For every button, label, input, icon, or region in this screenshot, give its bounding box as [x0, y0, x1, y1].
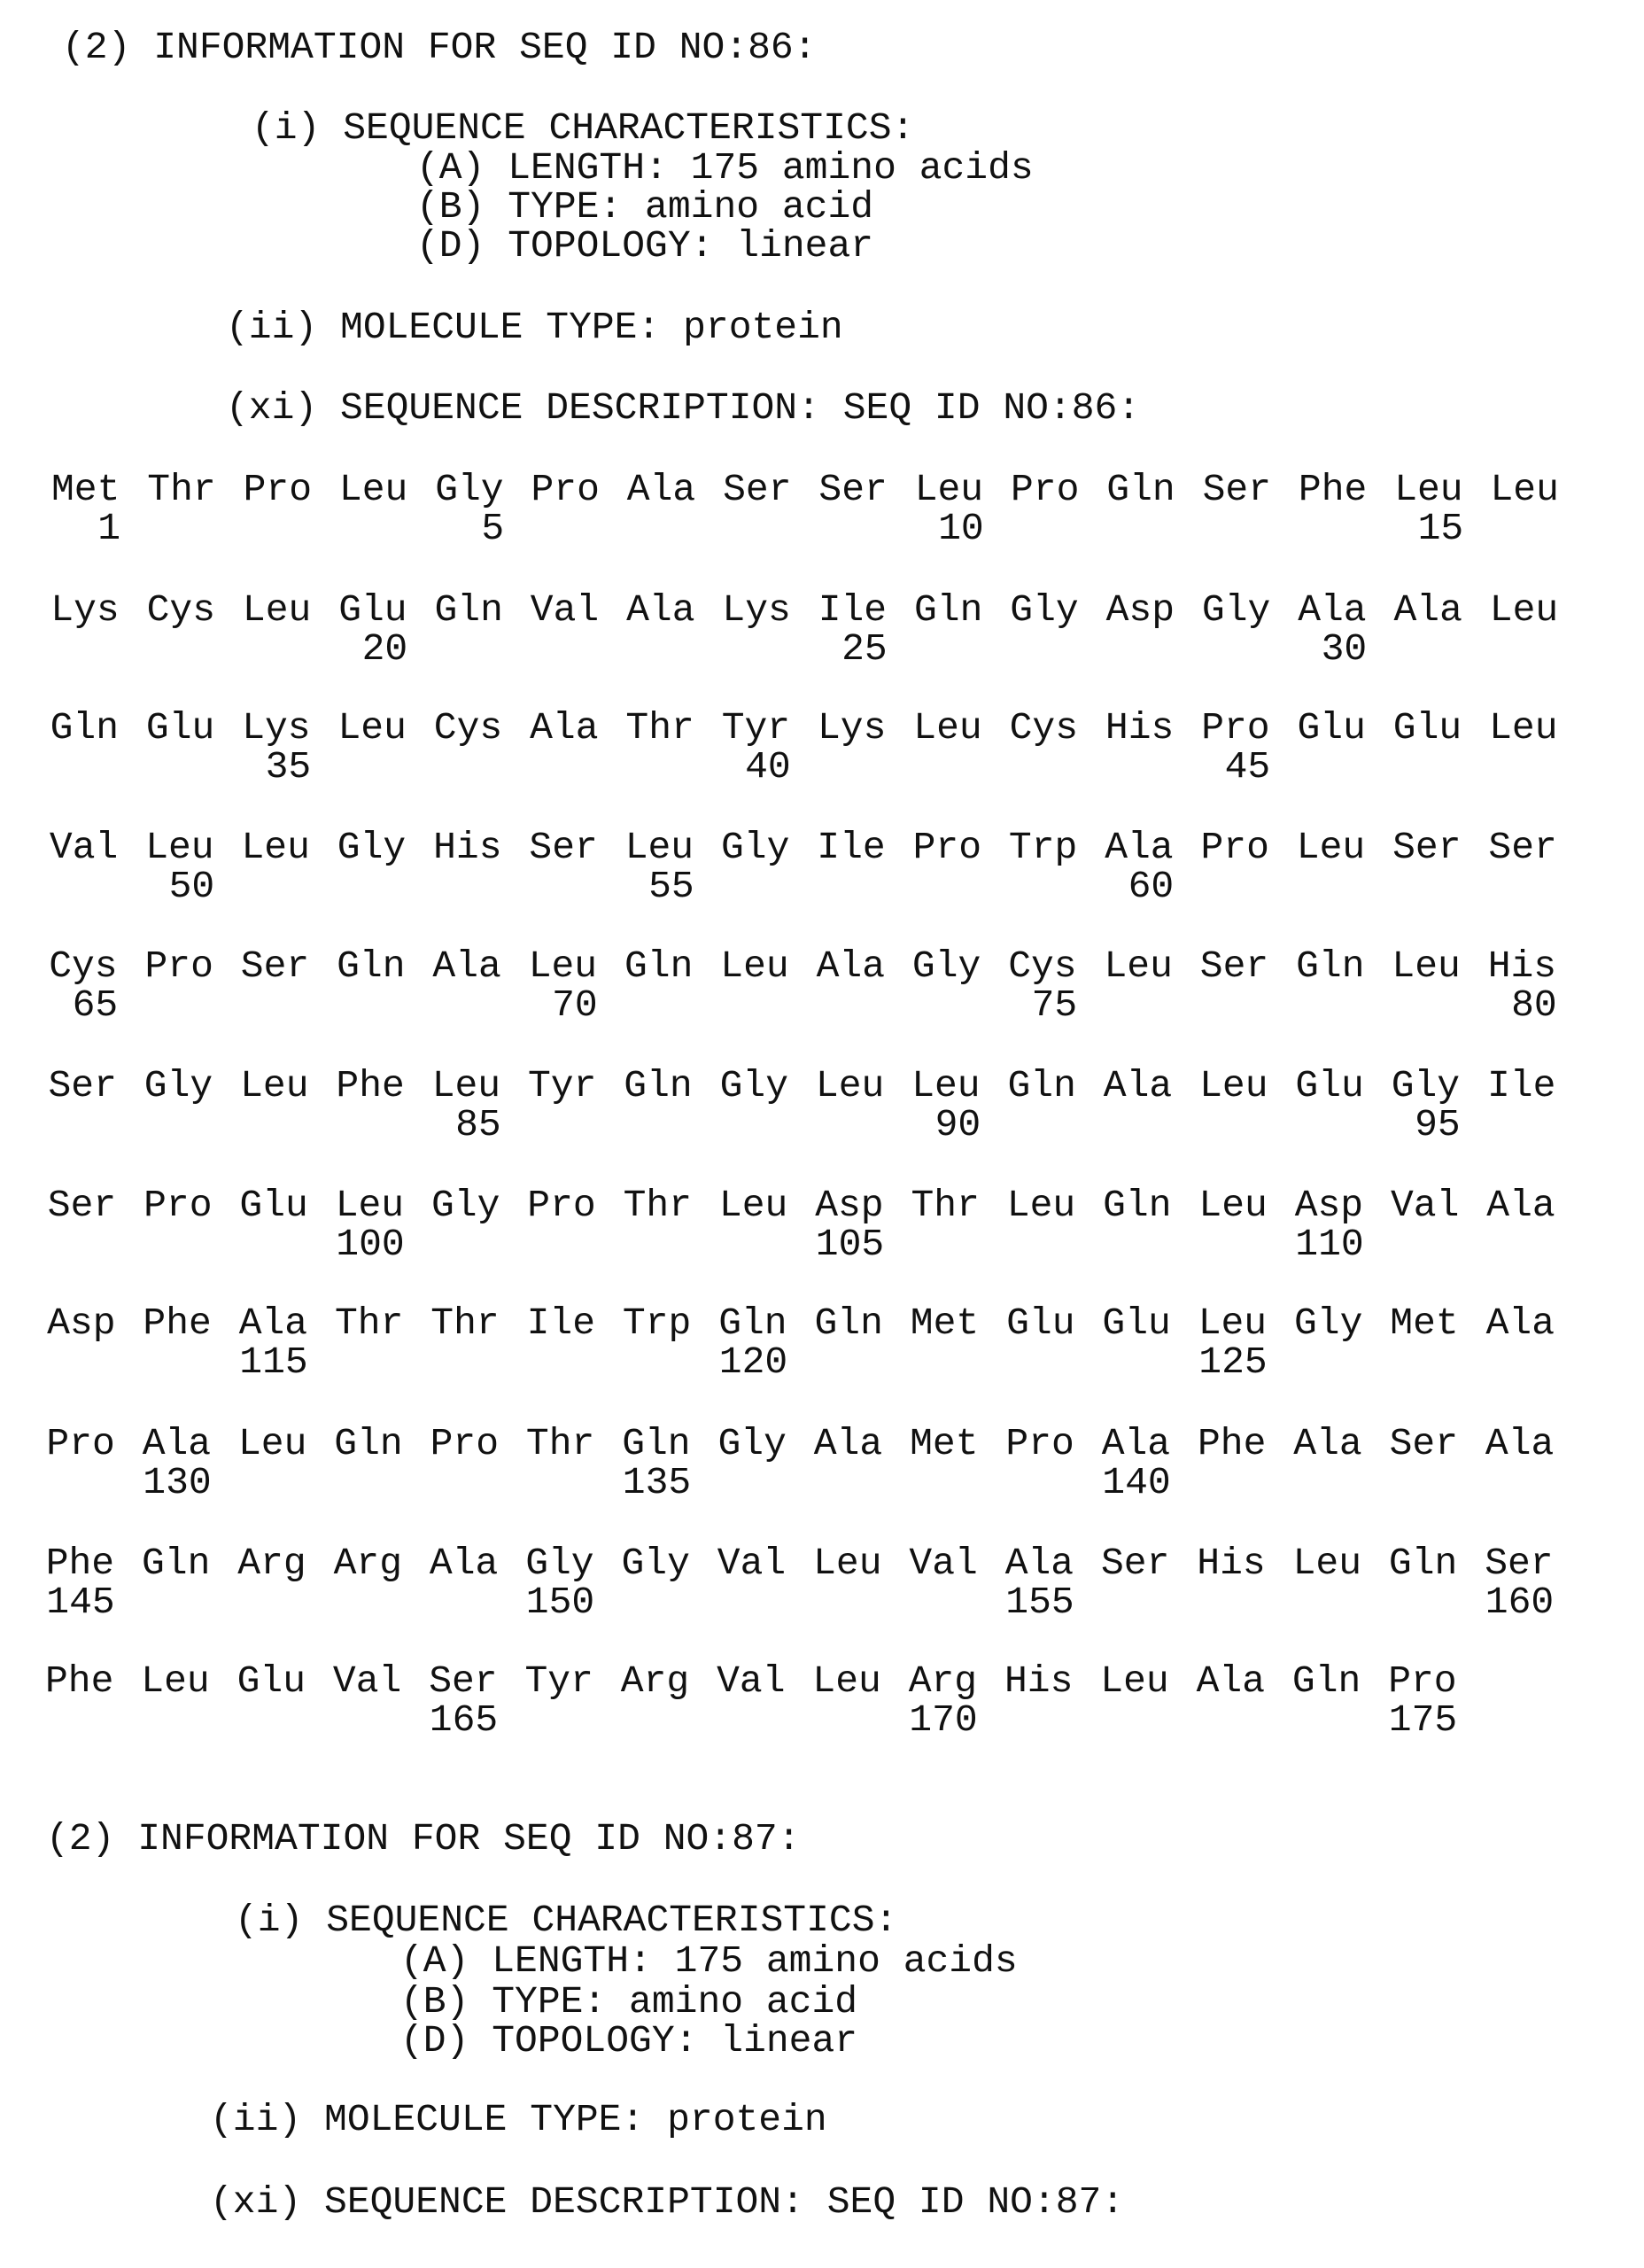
residue: Phe	[45, 1662, 116, 1701]
residue: Leu	[1198, 1304, 1269, 1343]
residue: Ala	[1005, 1544, 1076, 1583]
residue: Asp	[1295, 1186, 1366, 1225]
residue: Arg	[334, 1544, 405, 1583]
residue: Glu	[338, 591, 409, 630]
residue-position-number: 90	[910, 1106, 981, 1145]
residue: Glu	[1298, 709, 1369, 748]
residue-position-number: 25	[817, 630, 888, 669]
seq87-description: (xi) SEQUENCE DESCRIPTION: SEQ ID NO:87:	[210, 2183, 1124, 2222]
residue: Ser	[1200, 947, 1271, 986]
residue: Ile	[817, 828, 888, 867]
residue-position-number: 125	[1197, 1343, 1268, 1382]
seq86-title: (2) INFORMATION FOR SEQ ID NO:86:	[62, 28, 817, 67]
residue: Leu	[719, 1186, 790, 1225]
residue: Ser	[1390, 1425, 1461, 1464]
residue: Lys	[50, 591, 121, 630]
seq86-length: (A) LENGTH: 175 amino acids	[416, 149, 1034, 188]
residue: Gly	[431, 1186, 502, 1225]
residue: Gly	[525, 1544, 596, 1583]
residue: Leu	[625, 828, 696, 867]
residue: Ala	[530, 709, 601, 748]
residue: Glu	[1006, 1304, 1077, 1343]
residue: Ala	[1102, 1425, 1173, 1464]
residue: Met	[1390, 1304, 1461, 1343]
residue-position-number: 130	[141, 1464, 212, 1503]
residue-position-number: 105	[813, 1225, 884, 1264]
residue: Lys	[818, 709, 888, 748]
residue-position-number: 150	[523, 1583, 594, 1622]
residue: Val	[531, 591, 601, 630]
residue: Lys	[722, 591, 793, 630]
residue: Ala	[817, 947, 888, 986]
residue: Cys	[1010, 709, 1081, 748]
residue-position-number: 140	[1100, 1464, 1171, 1503]
residue: Glu	[146, 709, 217, 748]
residue: Cys	[1008, 947, 1079, 986]
residue: Val	[717, 1544, 788, 1583]
residue: Leu	[1105, 947, 1175, 986]
residue: Ser	[49, 1067, 120, 1106]
residue: Ala	[1485, 1425, 1556, 1464]
residue-position-number: 40	[720, 748, 791, 787]
residue-position-number: 95	[1390, 1106, 1461, 1145]
seq87-type: (B) TYPE: amino acid	[400, 1983, 857, 2022]
residue: Leu	[913, 709, 984, 748]
residue: Asp	[47, 1304, 118, 1343]
residue-position-number: 155	[1004, 1583, 1074, 1622]
seq87-molecule-type: (ii) MOLECULE TYPE: protein	[210, 2101, 827, 2140]
residue: Glu	[1393, 709, 1464, 748]
residue: Glu	[237, 1662, 308, 1701]
residue: Trp	[623, 1304, 694, 1343]
residue: Gln	[815, 1304, 886, 1343]
residue: Phe	[1299, 470, 1369, 509]
residue: Arg	[237, 1544, 308, 1583]
residue: Val	[717, 1662, 787, 1701]
residue: Ile	[818, 591, 889, 630]
residue: Leu	[1491, 470, 1562, 509]
residue-position-number: 175	[1386, 1701, 1457, 1740]
residue-position-number: 35	[240, 748, 311, 787]
residue: Gly	[435, 470, 506, 509]
residue: Leu	[812, 1662, 883, 1701]
patent-sequence-page	[0, 0, 1644, 2268]
residue: Ala	[814, 1425, 885, 1464]
residue-position-number: 85	[430, 1106, 501, 1145]
residue: Ala	[1104, 1067, 1175, 1106]
residue: Leu	[1297, 828, 1368, 867]
residue-position-number: 50	[143, 867, 214, 906]
residue: Leu	[1007, 1186, 1078, 1225]
residue: Ser	[1485, 1544, 1555, 1583]
residue: Ala	[430, 1544, 500, 1583]
residue: Pro	[527, 1186, 598, 1225]
residue-position-number: 10	[913, 509, 984, 548]
seq86-molecule-type: (ii) MOLECULE TYPE: protein	[226, 308, 843, 347]
residue-position-number: 70	[527, 986, 598, 1025]
seq87-characteristics-heading: (i) SEQUENCE CHARACTERISTICS:	[235, 1901, 897, 1940]
residue: Glu	[1295, 1067, 1366, 1106]
residue: Ala	[626, 591, 697, 630]
residue: Leu	[145, 828, 216, 867]
residue: Ile	[1487, 1067, 1558, 1106]
residue: Ala	[1486, 1304, 1557, 1343]
residue: Gln	[622, 1425, 693, 1464]
residue: Asp	[1106, 591, 1177, 630]
residue: Gln	[624, 947, 695, 986]
residue: Ser	[529, 828, 600, 867]
residue: Thr	[526, 1425, 597, 1464]
residue: Leu	[1293, 1544, 1364, 1583]
residue: Phe	[46, 1544, 117, 1583]
residue: Leu	[141, 1662, 212, 1701]
residue: Pro	[1201, 828, 1272, 867]
residue: Tyr	[525, 1662, 596, 1701]
residue: Met	[51, 470, 122, 509]
residue: Pro	[1011, 470, 1082, 509]
residue: Leu	[243, 591, 314, 630]
seq86-topology: (D) TOPOLOGY: linear	[416, 227, 873, 266]
residue: Ala	[627, 470, 698, 509]
residue: Leu	[1489, 709, 1560, 748]
residue: Gln	[142, 1544, 213, 1583]
residue-position-number: 15	[1392, 509, 1463, 548]
residue: Gln	[337, 947, 407, 986]
residue: Gly	[720, 1067, 791, 1106]
residue: Leu	[432, 1067, 503, 1106]
residue-position-number: 135	[620, 1464, 691, 1503]
residue-position-number: 65	[47, 986, 118, 1025]
residue: Thr	[335, 1304, 406, 1343]
residue: Ser	[241, 947, 312, 986]
residue-position-number: 55	[624, 867, 694, 906]
residue: Gly	[1392, 1067, 1462, 1106]
residue-position-number: 170	[907, 1701, 978, 1740]
residue: Val	[333, 1662, 404, 1701]
residue: Gly	[721, 828, 792, 867]
residue: Ala	[143, 1425, 213, 1464]
residue: Ser	[723, 470, 794, 509]
residue-position-number: 160	[1483, 1583, 1554, 1622]
seq86-characteristics-heading: (i) SEQUENCE CHARACTERISTICS:	[252, 109, 914, 148]
residue: Ala	[1293, 1425, 1364, 1464]
residue: Gln	[1389, 1544, 1460, 1583]
residue-position-number: 110	[1293, 1225, 1364, 1264]
residue: His	[1004, 1662, 1075, 1701]
residue: Leu	[813, 1544, 884, 1583]
residue: Phe	[143, 1304, 213, 1343]
residue: Ala	[239, 1304, 310, 1343]
residue: Gly	[337, 828, 408, 867]
residue: Gln	[914, 591, 985, 630]
residue: Asp	[815, 1186, 886, 1225]
residue: Leu	[1100, 1662, 1171, 1701]
residue: Leu	[339, 470, 410, 509]
residue: Pro	[913, 828, 984, 867]
residue: Gln	[1292, 1662, 1363, 1701]
residue: Ala	[1197, 1662, 1268, 1701]
residue: Thr	[625, 709, 696, 748]
residue: Glu	[1102, 1304, 1173, 1343]
residue: Gly	[718, 1425, 789, 1464]
residue-position-number: 60	[1103, 867, 1174, 906]
residue-position-number: 30	[1296, 630, 1367, 669]
residue-position-number: 20	[337, 630, 407, 669]
residue: Pro	[1388, 1662, 1459, 1701]
residue: Leu	[1394, 470, 1465, 509]
residue: Pro	[143, 1186, 214, 1225]
seq86-description: (xi) SEQUENCE DESCRIPTION: SEQ ID NO:86:	[226, 389, 1140, 428]
residue: Leu	[240, 1067, 311, 1106]
residue: Leu	[336, 1186, 407, 1225]
residue: Gly	[1294, 1304, 1365, 1343]
residue: Ala	[432, 947, 503, 986]
residue-position-number: 45	[1199, 748, 1270, 787]
residue: Thr	[430, 1304, 501, 1343]
residue: Met	[911, 1304, 981, 1343]
residue-position-number: 75	[1006, 986, 1077, 1025]
residue: Ser	[1203, 470, 1274, 509]
residue: Pro	[46, 1425, 117, 1464]
seq87-length: (A) LENGTH: 175 amino acids	[400, 1942, 1018, 1981]
residue: Gln	[50, 709, 121, 748]
residue-position-number: 120	[717, 1343, 787, 1382]
residue: Ser	[818, 470, 889, 509]
residue: Arg	[621, 1662, 692, 1701]
residue: Pro	[244, 470, 314, 509]
residue: Phe	[336, 1067, 407, 1106]
residue-position-number: 80	[1486, 986, 1557, 1025]
residue: Thr	[624, 1186, 694, 1225]
residue: Ser	[1392, 828, 1463, 867]
residue: His	[1105, 709, 1176, 748]
residue: Pro	[430, 1425, 501, 1464]
residue: Thr	[911, 1186, 982, 1225]
residue: Leu	[1392, 947, 1462, 986]
residue: Gln	[1106, 470, 1177, 509]
residue-position-number: 115	[237, 1343, 308, 1382]
residue: Leu	[242, 828, 313, 867]
residue: Gln	[1103, 1186, 1174, 1225]
residue: Cys	[434, 709, 505, 748]
residue: Gln	[624, 1067, 694, 1106]
residue: Glu	[239, 1186, 310, 1225]
residue: Phe	[1198, 1425, 1268, 1464]
seq87-title: (2) INFORMATION FOR SEQ ID NO:87:	[46, 1820, 801, 1859]
residue: Leu	[1199, 1067, 1270, 1106]
residue: Ala	[1298, 591, 1369, 630]
residue: Val	[50, 828, 120, 867]
residue: Arg	[909, 1662, 980, 1701]
residue: Val	[909, 1544, 980, 1583]
residue: Ser	[1101, 1544, 1172, 1583]
residue: Ser	[429, 1662, 500, 1701]
residue: Leu	[911, 1067, 982, 1106]
residue-position-number: 165	[427, 1701, 498, 1740]
residue-position-number: 145	[44, 1583, 115, 1622]
residue: Leu	[1490, 591, 1561, 630]
residue: Pro	[145, 947, 216, 986]
residue: Leu	[720, 947, 791, 986]
residue-position-number: 1	[50, 509, 120, 548]
residue: Trp	[1009, 828, 1080, 867]
residue: Gln	[1008, 1067, 1079, 1106]
residue: Gly	[912, 947, 983, 986]
residue: Tyr	[722, 709, 793, 748]
residue: Gly	[144, 1067, 215, 1106]
residue: Val	[1391, 1186, 1462, 1225]
residue: Gln	[718, 1304, 789, 1343]
residue: Gly	[1010, 591, 1081, 630]
residue: Ala	[1394, 591, 1465, 630]
residue: Cys	[147, 591, 218, 630]
residue: Gln	[435, 591, 506, 630]
residue: Leu	[1198, 1186, 1269, 1225]
residue: His	[433, 828, 504, 867]
residue-position-number: 5	[433, 509, 504, 548]
residue: His	[1197, 1544, 1268, 1583]
residue: Leu	[338, 709, 409, 748]
residue: Ser	[48, 1186, 119, 1225]
residue: Gln	[334, 1425, 405, 1464]
seq87-topology: (D) TOPOLOGY: linear	[400, 2022, 857, 2061]
residue: Met	[910, 1425, 981, 1464]
residue: Thr	[147, 470, 218, 509]
residue: Pro	[531, 470, 602, 509]
residue: Gln	[1296, 947, 1367, 986]
residue: Leu	[238, 1425, 309, 1464]
residue: Ile	[527, 1304, 598, 1343]
residue: Leu	[915, 470, 986, 509]
residue: Gly	[622, 1544, 693, 1583]
residue: Tyr	[528, 1067, 599, 1106]
residue: Ser	[1488, 828, 1559, 867]
residue-position-number: 100	[334, 1225, 405, 1264]
residue: Leu	[816, 1067, 887, 1106]
residue: Lys	[242, 709, 313, 748]
seq86-type: (B) TYPE: amino acid	[416, 188, 873, 227]
residue: Ala	[1486, 1186, 1557, 1225]
residue: Leu	[529, 947, 600, 986]
residue: Pro	[1005, 1425, 1076, 1464]
residue: Gly	[1202, 591, 1273, 630]
residue: Cys	[49, 947, 120, 986]
residue: His	[1488, 947, 1559, 986]
residue: Ala	[1105, 828, 1175, 867]
residue: Pro	[1201, 709, 1272, 748]
